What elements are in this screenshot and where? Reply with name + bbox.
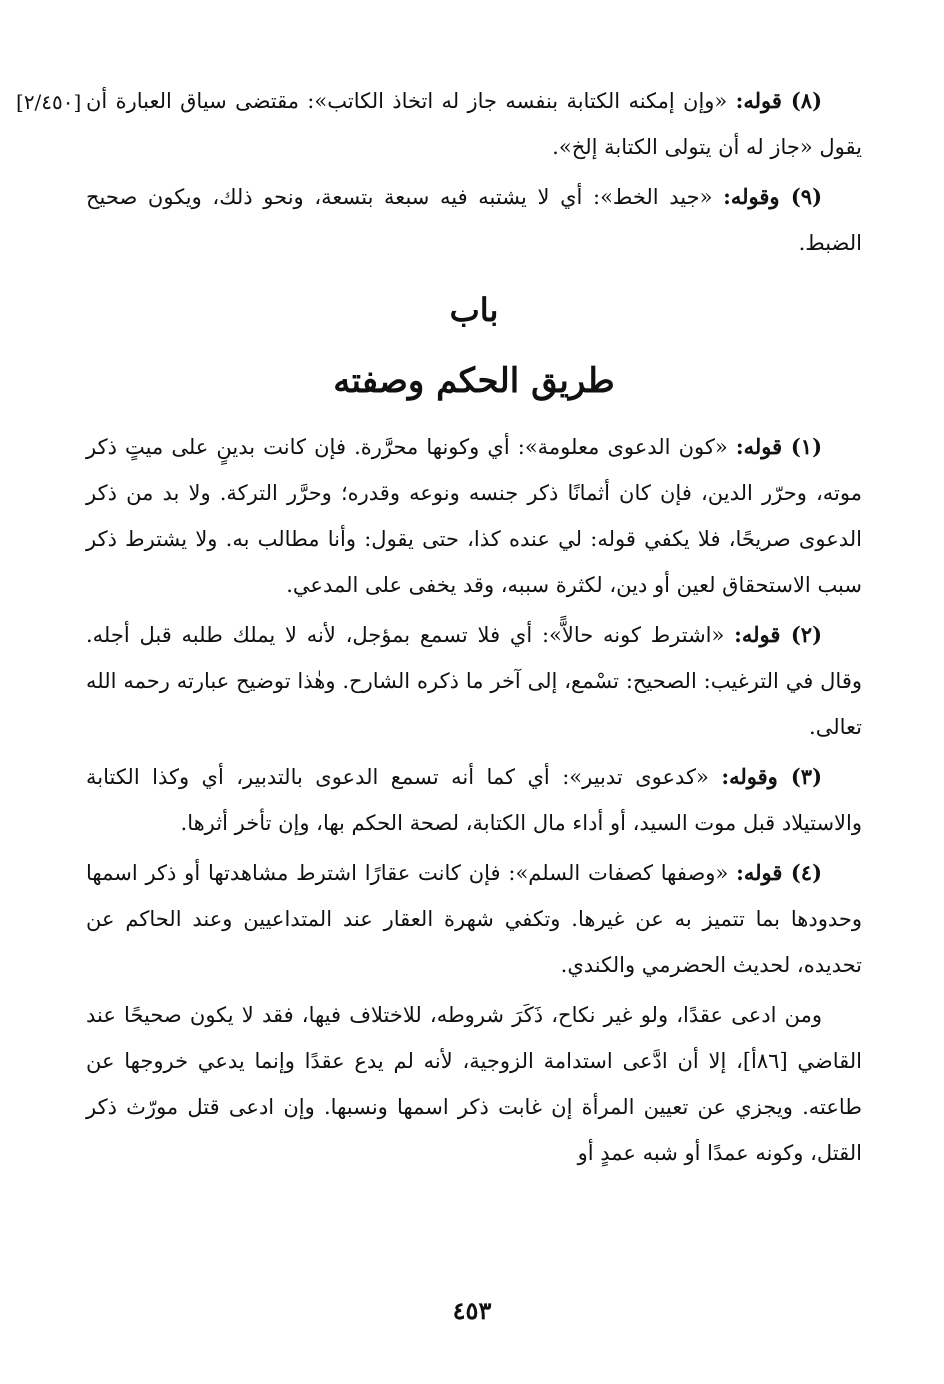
note-lead: (٣) وقوله: [721, 764, 822, 789]
note-paragraph-1 [86, 424, 862, 608]
margin-reference: [٢/٤٥٠] [16, 90, 82, 114]
note-lead: (٩) وقوله: [723, 184, 822, 209]
note-text: «وإن إمكنه الكتابة بنفسه جاز له اتخاذ الكاتب»: مقتضى سياق العبارة أن يقول «جاز له أن يتولى الكتابة إلخ». [86, 89, 862, 159]
main-notes [86, 424, 862, 1180]
note-lead: (١) قوله: [735, 434, 823, 459]
page-number: ٤٥٣ [452, 1296, 492, 1325]
body-paragraph [86, 992, 862, 1176]
note-lead: (٢) قوله: [734, 622, 822, 647]
note-paragraph-2 [86, 612, 862, 750]
note-text: «كون الدعوى معلومة»: أي وكونها محرَّرة. فإن كانت بدينٍ على ميتٍ ذكر موته، وحرّر الدين، فإن كان أثمانًا ذكر جنسه ونوعه وقدره؛ وحرَّر التركة. ولا بد من ذكر الدعوى صريحًا، فلا يكفي قوله: لي عنده كذا، حتى يقول: وأنا مطالب به. ولا يشترط ذكر سبب الاستحقاق لعين أو دين، لكثرة سببه، وقد يخفى على المدعي. [86, 435, 862, 597]
note-lead: (٨) قوله: [735, 88, 822, 113]
note-text: «وصفها كصفات السلم»: فإن كانت عقارًا اشترط مشاهدتها أو ذكر اسمها وحدودها بما تتميز به عن غيرها. وتكفي شهرة العقار عند المتداعيين وعند الحاكم عن تحديده، لحديث الحضرمي والكندي. [86, 861, 862, 977]
note-text: «كدعوى تدبير»: أي كما أنه تسمع الدعوى بالتدبير، أي وكذا الكتابة والاستيلاد قبل موت السيد، أو أداء مال الكتابة، لصحة الحكم بها، وإن تأخر أثرها. [86, 765, 862, 835]
note-lead: (٤) قوله: [736, 860, 822, 885]
note-paragraph-4 [86, 850, 862, 988]
note-paragraph-3 [86, 754, 862, 846]
note-text: «جيد الخط»: أي لا يشتبه فيه سبعة بتسعة، ونحو ذلك، ويكون صحيح الضبط. [86, 185, 862, 255]
note-text: ومن ادعى عقدًا، ولو غير نكاح، ذَكَرَ شروطه، للاختلاف فيها، فقد لا يكون صحيحًا عند القاضي [٨٦أ]، إلا أن ادَّعى استدامة الزوجية، لأنه لم يدع عقدًا وإنما يدعي خروجها عن طاعته. ويجزي عن تعيين المرأة إن غابت ذكر اسمها ونسبها. وإن ادعى قتل مورّث ذكر القتل، وكونه عمدًا أو شبه عمدٍ أو [86, 1003, 862, 1165]
top-notes [86, 78, 862, 270]
section-heading-bab: باب [449, 291, 499, 329]
note-text: «اشترط كونه حالاًّ»: أي فلا تسمع بمؤجل، لأنه لا يملك طلبه قبل أجله. وقال في الترغيب: الصحيح: تسْمع، إلى آخر ما ذكره الشارح. وهٰذا توضيح عبارته رحمه الله تعالى. [86, 623, 862, 739]
chapter-title: طريق الحكم وصفته [333, 361, 615, 401]
note-paragraph-8 [86, 78, 862, 170]
note-paragraph-9 [86, 174, 862, 266]
